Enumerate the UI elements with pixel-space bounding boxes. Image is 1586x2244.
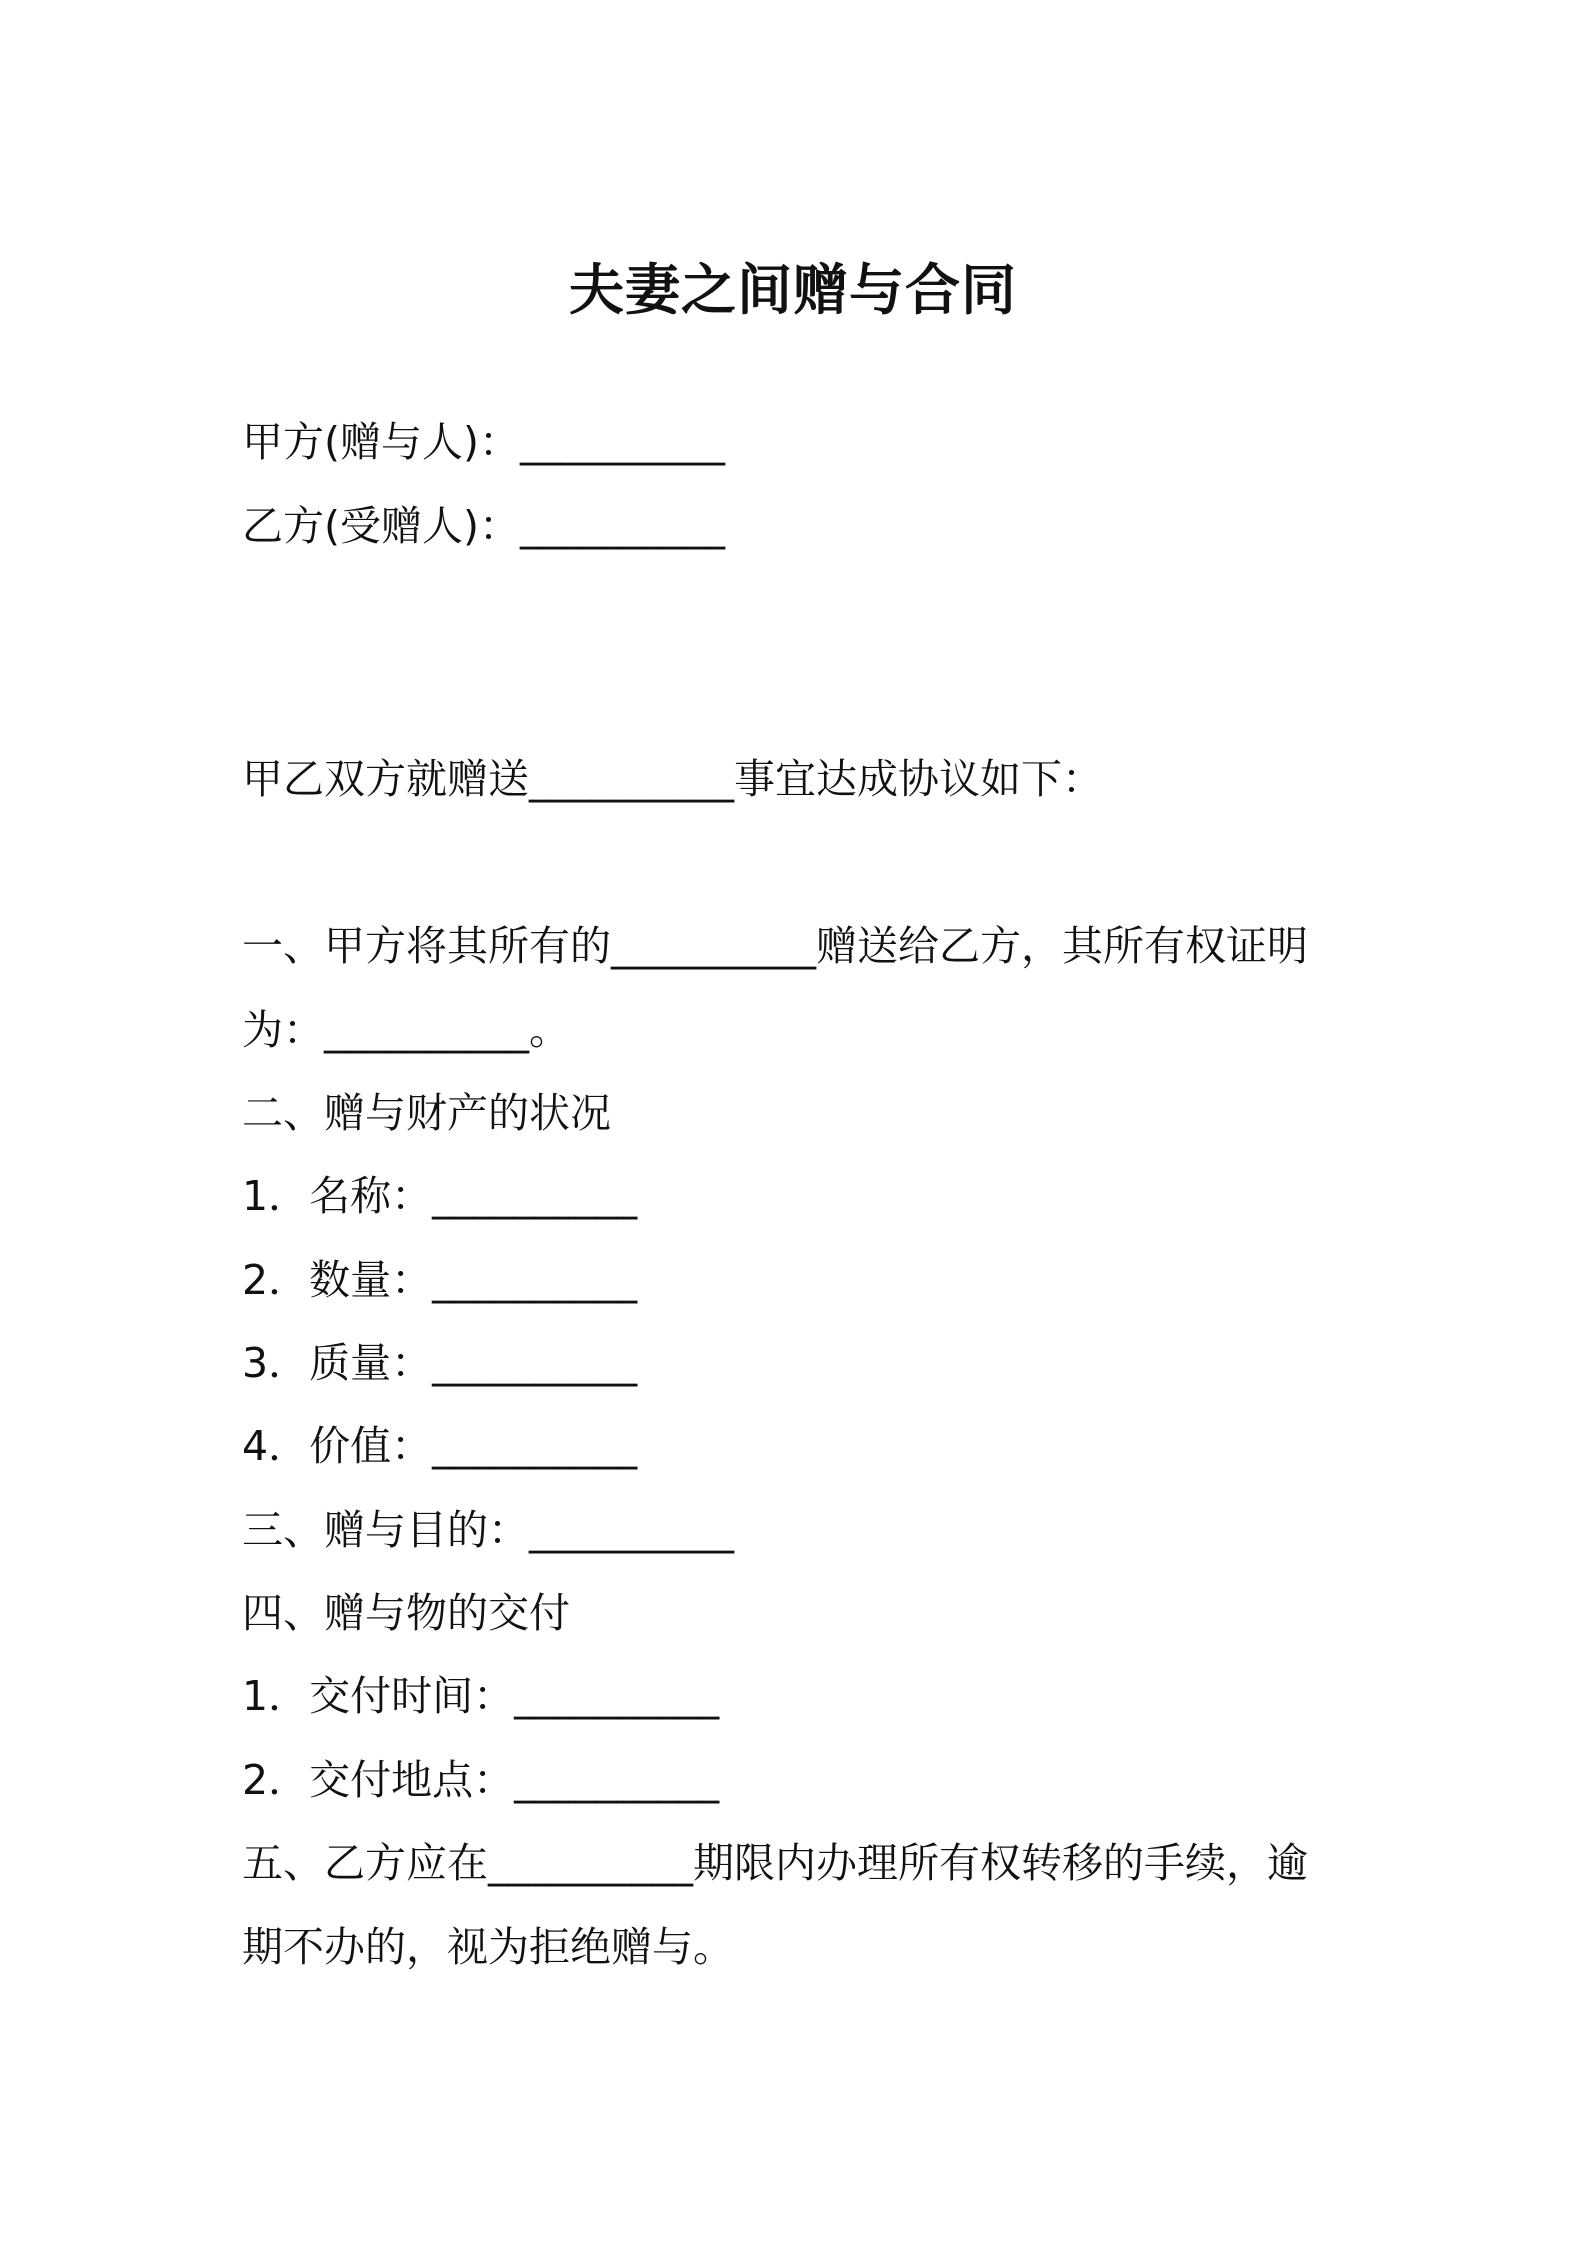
article-5-line-2: 期不办的，视为拒绝赠与。 xyxy=(242,1923,734,1971)
article-2-heading: 二、赠与财产的状况 xyxy=(242,1089,611,1137)
article-5-line-1: 五、乙方应在__________期限内办理所有权转移的手续，逾 xyxy=(242,1839,1308,1887)
document-title: 夫妻之间赠与合同 xyxy=(568,258,1017,322)
gift-quantity-line: 2．数量：__________ xyxy=(242,1256,638,1304)
article-3-purpose: 三、赠与目的：__________ xyxy=(242,1506,734,1554)
gift-quality-line: 3．质量：__________ xyxy=(242,1339,638,1387)
gift-value-line: 4．价值：__________ xyxy=(242,1422,638,1470)
agreement-intro: 甲乙双方就赠送__________事宜达成协议如下： xyxy=(242,755,1103,803)
article-1-line-2: 为：__________。 xyxy=(242,1006,570,1054)
delivery-time-line: 1．交付时间：__________ xyxy=(242,1672,720,1720)
article-1-line-1: 一、甲方将其所有的__________赠送给乙方，其所有权证明 xyxy=(242,922,1308,970)
party-b-line: 乙方(受赠人)：__________ xyxy=(242,502,725,550)
party-a-line: 甲方(赠与人)：__________ xyxy=(242,418,725,466)
delivery-place-line: 2．交付地点：__________ xyxy=(242,1756,720,1804)
article-4-heading: 四、赠与物的交付 xyxy=(242,1589,570,1637)
gift-name-line: 1．名称：__________ xyxy=(242,1172,638,1220)
